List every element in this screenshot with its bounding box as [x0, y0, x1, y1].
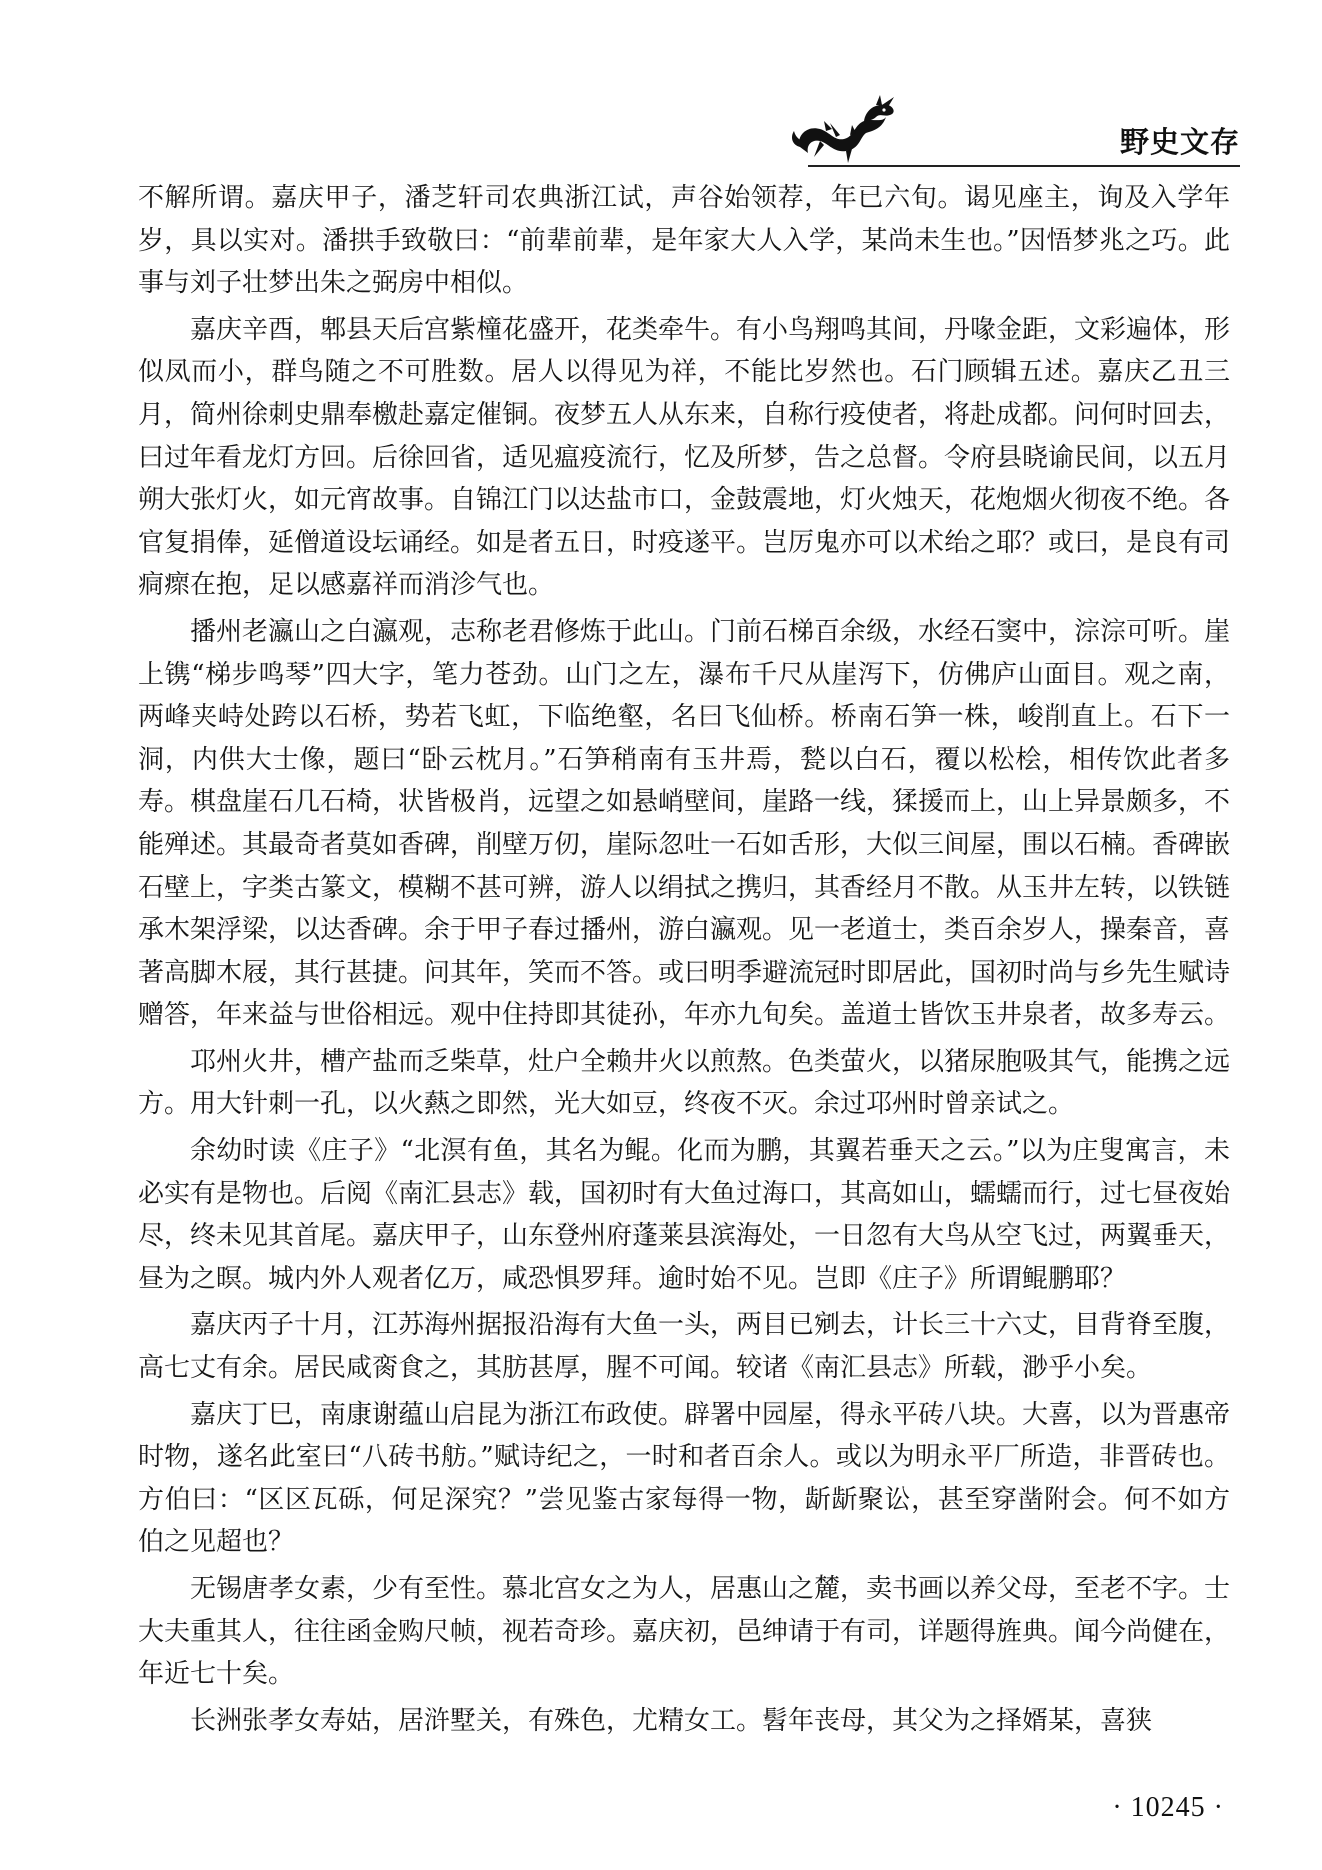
paragraph: 播州老瀛山之白瀛观，志称老君修炼于此山。门前石梯百余级，水经石窦中，淙淙可听。崖上镌“梯步鸣琴”四大字，笔力苍劲。山门之左，瀑布千尺从崖泻下，仿佛庐山面目。观之南，两峰夹峙处跨以石桥，势若飞虹，下临绝壑，名曰飞仙桥。桥南石笋一株，峻削直上。石下一洞，内供大士像，题曰“卧云枕月。”石笋稍南有玉井焉，甃以白石，覆以松桧，相传饮此者多寿。棋盘崖石几石椅，状皆极肖，远望之如悬峭壁间，崖路一线，猱援而上，山上异景颇多，不能殚述。其最奇者莫如香碑，削壁万仞，崖际忽吐一石如舌形，大似三间屋，围以石楠。香碑嵌石壁上，字类古篆文，模糊不甚可辨，游人以绢拭之携归，其香经月不散。从玉井左转，以铁链承木架浮梁，以达香碑。余于甲子春过播州，游白瀛观。见一老道士，类百余岁人，操秦音，喜著高脚木屐，其行甚捷。问其年，笑而不答。或曰明季避流冠时即居此，国初时尚与乡先生赋诗赠答，年来益与世俗相远。观中住持即其徒孙，年亦九旬矣。盖道士皆饮玉井泉者，故多寿云。	[138, 616, 1231, 1031]
body-text	[138, 177, 1230, 1746]
paragraph: 嘉庆丙子十月，江苏海州据报沿海有大鱼一头，两目已剜去，计长三十六丈，目背脊至腹，高七丈有余。居民咸脔食之，其肪甚厚，腥不可闻。较诸《南汇县志》所载，渺乎小矣。	[138, 1310, 1231, 1384]
paragraph: 不解所谓。嘉庆甲子，潘芝轩司农典浙江试，声谷始领荐，年已六旬。谒见座主，询及入学年岁，具以实对。潘拱手致敬曰：“前辈前辈，是年家大人入学，某尚未生也。”因悟梦兆之巧。此事与刘子壮梦出朱之弼房中相似。	[138, 183, 1230, 299]
page-header	[0, 0, 1322, 175]
page-number: · 10245 ·	[1112, 1792, 1224, 1823]
paragraph: 嘉庆辛酉，郫县天后宫紫橦花盛开，花类牵牛。有小鸟翔鸣其间，丹喙金距，文彩遍体，形似凤而小，群鸟随之不可胜数。居人以得见为祥，不能比岁然也。石门顾辑五述。嘉庆乙丑三月，简州徐刺史鼎奉檄赴嘉定催铜。夜梦五人从东来，自称行疫使者，将赴成都。问何时回去，曰过年看龙灯方回。后徐回省，适见瘟疫流行，忆及所梦，告之总督。令府县晓谕民间，以五月朔大张灯火，如元宵故事。自锦江门以达盐市口，金鼓震地，灯火烛天，花炮烟火彻夜不绝。各官复捐俸，延僧道设坛诵经。如是者五日，时疫遂平。岂厉鬼亦可以术绐之耶？或曰，是良有司痌瘝在抱，足以感嘉祥而消沴气也。	[138, 314, 1231, 601]
paragraph: 长洲张孝女寿姑，居浒墅关，有殊色，尤精女工。髫年丧母，其父为之择婿某，喜狭	[190, 1705, 1153, 1736]
running-header-title: 野史文存	[1119, 125, 1240, 159]
header-rule	[808, 165, 1240, 167]
paragraph: 无锡唐孝女素，少有至性。慕北宫女之为人，居惠山之麓，卖书画以养父母，至老不字。士大夫重其人，往往函金购尺帧，视若奇珍。嘉庆初，邑绅请于有司，详题得旌典。闻今尚健在，年近七十矣。	[138, 1574, 1231, 1690]
paragraph: 嘉庆丁巳，南康谢蕴山启昆为浙江布政使。辟署中园屋，得永平砖八块。大喜，以为晋惠帝时物，遂名此室曰“八砖书舫。”赋诗纪之，一时和者百余人。或以为明永平厂所造，非晋砖也。方伯曰：“区区瓦砾，何足深究？”尝见鉴古家每得一物，龂龂聚讼，甚至穿凿附会。何不如方伯之见超也？	[138, 1399, 1231, 1558]
paragraph: 邛州火井，槽产盐而乏柴草，灶户全赖井火以煎熬。色类萤火，以猪尿胞吸其气，能携之远方。用大针刺一孔，以火爇之即然，光大如豆，终夜不灭。余过邛州时曾亲试之。	[138, 1046, 1231, 1120]
paragraph: 余幼时读《庄子》“北溟有鱼，其名为鲲。化而为鹏，其翼若垂天之云。”以为庄叟寓言，未必实有是物也。后阅《南汇县志》载，国初时有大鱼过海口，其高如山，蠕蠕而行，过七昼夜始尽，终未见其首尾。嘉庆甲子，山东登州府蓬莱县滨海处，一日忽有大鸟从空飞过，两翼垂天，昼为之暝。城内外人观者亿万，咸恐惧罗拜。逾时始不见。岂即《庄子》所谓鲲鹏耶？	[138, 1136, 1231, 1294]
dragon-emblem-icon	[790, 95, 900, 165]
